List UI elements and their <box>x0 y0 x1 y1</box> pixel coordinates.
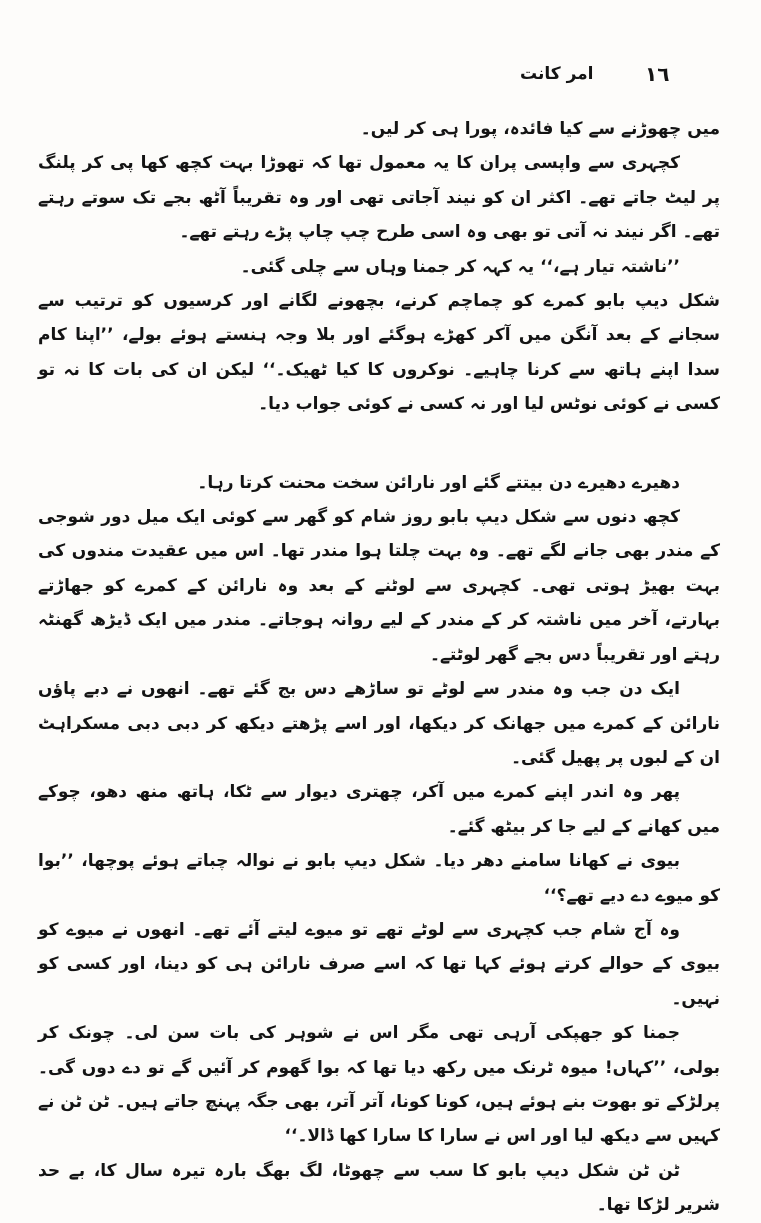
paragraph: میں چھوڑنے سے کیا فائدہ، پورا ہی کر لیں۔ <box>360 119 720 139</box>
paragraph: ’’ناشتہ تیار ہے،‘‘ یہ کہہ کر جمنا وہاں سے چلی گئی۔ <box>240 256 680 277</box>
paragraph: کچہری سے واپسی پران کا یہ معمول تھا کہ تھوڑا بہت کچھ کھا پی کر پلنگ پر لیٹ جاتے تھے۔ اکثر ان کو نیند آجاتی تھی اور وہ تقریباً آٹھ بجے تک سوتے رہتے تھے۔ اگر نیند نہ آتی تو بھی وہ اسی طرح چپ چاپ پڑے رہتے تھے۔ <box>38 153 720 243</box>
paragraph: ٹن ٹن شکل دیپ بابو کا سب سے چھوٹا، لگ بھگ بارہ تیرہ سال کا، بے حد شریر لڑکا تھا۔ <box>38 1160 720 1216</box>
page-header <box>0 62 761 90</box>
paragraph: پھر وہ اندر اپنے کمرے میں آکر، چھتری دیوار سے ٹکا، ہاتھ منھ دھو، چوکے میں کھانے کے لیے جا کر بیٹھ گئے۔ <box>38 782 720 837</box>
page-number: ١٦ <box>645 62 670 86</box>
paragraph: دھیرے دھیرے دن بیتتے گئے اور نارائن سخت محنت کرتا رہا۔ <box>197 472 680 493</box>
paragraph: شکل دیپ بابو کمرے کو چماچم کرنے، بچھونے لگانے اور کرسیوں کو ترتیب سے سجانے کے بعد آنگن میں آکر کھڑے ہوگئے اور بلا وجہ ہنستے ہوئے بولے، ’’اپنا کام سدا اپنے ہاتھ سے کرنا چاہیے۔ نوکروں کا کیا ٹھیک۔‘‘ لیکن ان کی بات کا نہ تو کسی نے کوئی نوٹس لیا اور نہ کسی نے کوئی جواب دیا۔ <box>38 291 720 415</box>
paragraph: ایک دن جب وہ مندر سے لوٹے تو ساڑھے دس بج گئے تھے۔ انھوں نے دبے پاؤں نارائن کے کمرے میں جھانک کر دیکھا، اور اسے پڑھتے دیکھ کر دبی دبی مسکراہٹ ان کے لبوں پر پھیل گئی۔ <box>38 679 720 768</box>
paragraph: کچھ دنوں سے شکل دیپ بابو روز شام کو گھر سے کوئی ایک میل دور شوجی کے مندر بھی جانے لگے تھے۔ وہ بہت چلتا ہوا مندر تھا۔ اس میں عقیدت مندوں کی بہت بھیڑ ہوتی تھی۔ کچہری سے لوٹنے کے بعد وہ نارائن کے کمرے کو جھاڑتے بہارتے، آخر میں ناشتہ کر کے مندر کے لیے روانہ ہوجاتے۔ مندر میں ایک ڈیڑھ گھنٹہ رہتے اور تقریباً دس بجے گھر لوٹتے۔ <box>38 507 720 665</box>
running-title: امر کانت <box>520 64 594 84</box>
body-text <box>38 112 720 1223</box>
paragraph: بیوی نے کھانا سامنے دھر دیا۔ شکل دیپ بابو نے نوالہ چباتے ہوئے پوچھا، ’’بوا کو میوے دے دیے تھے؟‘‘ <box>38 851 720 906</box>
section-break <box>38 422 720 466</box>
paragraph: وہ آج شام جب کچہری سے لوٹے تھے تو میوے لیتے آئے تھے۔ انھوں نے میوے کو بیوی کے حوالے کرتے ہوئے کہا تھا کہ اسے صرف نارائن ہی کو دینا، اور کسی کو نہیں۔ <box>38 919 720 1009</box>
paragraph: جمنا کو جھپکی آرہی تھی مگر اس نے شوہر کی بات سن لی۔ چونک کر بولی، ’’کہاں! میوہ ٹرنک میں رکھ دیا تھا کہ بوا گھوم کر آئیں گے تو دے دوں گی۔ پرلڑکے تو بھوت بنے ہوئے ہیں، کونا کونا، آتر آتر، بھی جگہ پہنچ جاتے ہیں۔ ٹن ٹن نے کہیں سے دیکھ لیا اور اس نے سارا کا سارا کھا ڈالا۔‘‘ <box>38 1023 720 1147</box>
